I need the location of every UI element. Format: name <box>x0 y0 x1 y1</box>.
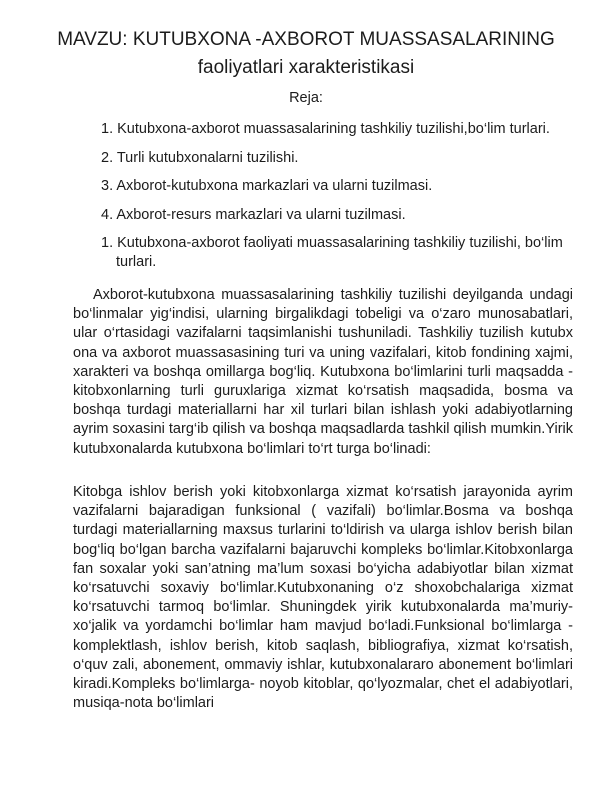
plan-item: 4. Axborot-resurs markazlari va ularni tuzilmasi. <box>101 206 406 223</box>
body-paragraph-1: Axborot-kutubxona muassasalarining tashkiliy tuzilishi deyilganda undagi bo‘linmalar yig‘indisi, ularning birgalikdagi tobeligi va o‘zaro munosabatlari, ular o‘rtasidagi vazifalarni taqsimlanishi tushuniladi. Tashkiliy tuzilish kutubx ona va axborot muassasasining turi va uning vazifalari, kitob fondining xajmi, xarakteri va boshqa omillarga bog‘liq. Kutubxona bo‘limlarini turli maqsadda - kitobxonlarning turli guruxlariga xizmat ko‘rsatish maqsadida, bosma va boshqa turdagi materiallarni har xil turlari bilan ishlash yoki adabiyotlarning ayrim soxasini targ‘ib qilish va boshqa maqsadlarda tashkil qilish mumkin.Yirik kutubxonalarda kutubxona bo‘limlari to‘rt turga bo‘linadi: <box>73 287 573 457</box>
plan-list <box>101 120 581 282</box>
title-line-1: MAVZU: KUTUBXONA -AXBOROT MUASSASALARINING <box>57 29 555 50</box>
document-title <box>40 26 572 82</box>
plan-item: 2. Turli kutubxonalarni tuzilishi. <box>101 149 299 166</box>
plan-item: 3. Axborot-kutubxona markazlari va ularni tuzilmasi. <box>101 178 433 194</box>
body-paragraph-2: Kitobga ishlov berish yoki kitobxonlarga xizmat ko‘rsatish jarayonida ayrim vazifalarni bajaradigan funksional ( vazifali) bo‘limlar.Bosma va boshqa turdagi materiallarning maxsus turlarini to‘ldirish va ularga ishlov berish bilan bog‘liq bo‘lgan barcha vazifalarni bajaruvchi kompleks bo‘limlar.Kitobxonlarga fan soxalar yoki san’atning ma’lum soxasi bo‘yicha adabiyotlar bilan xizmat ko‘rsatuvchi soxaviy bo‘limlar.Kutubxonaning o‘z shoxobchalariga xizmat ko‘rsatuvchi tarmoq bo‘limlar. Shuningdek yirik kutubxonalarda ma’muriy- xo‘jalik va yordamchi bo‘limlar ham mavjud bo‘ladi.Funksional bo‘limlarga - komplektlash, ishlov berish, kitob saqlash, bibliografiya, xizmat ko‘rsatish, o‘quv zali, abonement, ommaviy ishlar, kutubxonalararo abonement bo‘limlari kiradi.Kompleks bo‘limlarga- noyob kitoblar, qo‘lyozmalar, chet el adabiyotlari, musiqa-nota bo‘limlari <box>73 484 573 712</box>
plan-heading: Reja: <box>289 90 323 106</box>
plan-item: 1. Kutubxona-axborot faoliyati muassasalarining tashkiliy tuzilishi, bo‘lim turlari. <box>101 235 563 270</box>
plan-item: 1. Kutubxona-axborot muassasalarining tashkiliy tuzilishi,bo‘lim turlari. <box>101 121 550 137</box>
title-line-2: faoliyatlari xarakteristikasi <box>197 57 415 78</box>
